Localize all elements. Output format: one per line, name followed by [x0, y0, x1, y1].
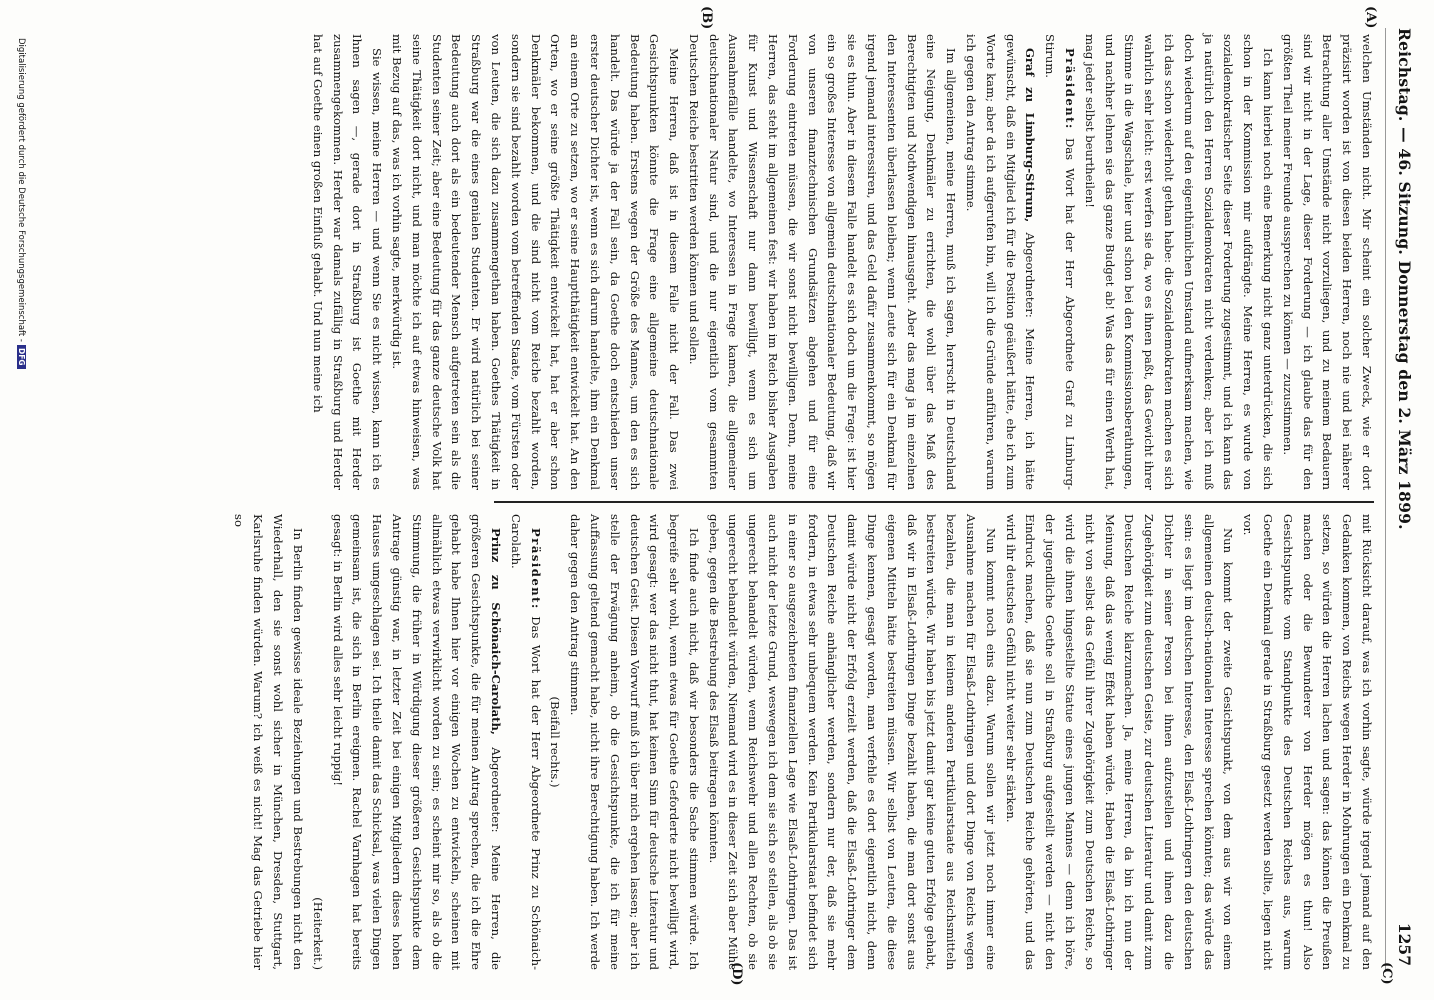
- applause-note: (Beifall rechts.): [548, 696, 563, 788]
- digitization-footer: [6, 38, 26, 960]
- left-paragraph-3: [1039, 34, 1079, 490]
- right-paragraph-2: Nun kommt der zweite Gesichtspunkt, von dem aus wir von einem allgemeinen deutsch-nationalen Interesse sprechen könnten; das würde das sein: es liegt im deutschen Interesse, den Elsaß-Lothringern den deutschen Dichter in seiner Person bei ihnen aufzustellen und ihnen dazu die Zugehörigkeit zum deutschen Geiste, zur deutschen Literatur und damit zum Deutschen Reiche klarzumachen. Ja, meine Herren, da bin ich nun der Meinung, daß das wenig Effekt haben würde. Haben die Elsaß-Lothringer nicht von selbst das Gefühl ihrer Zugehörigkeit zum Deutschen Reiche, so wird die ihnen hingestellte Statue eines jungen Mannes — denn ich höre, der jugendliche Goethe soll in Straßburg aufgestellt werden — nicht den Eindruck machen, daß sie nun zum Deutschen Reiche gehörten, und das wird ihr deutsches Gefühl nicht weiter sehr stärken.: [1003, 514, 1236, 970]
- margin-letter-a: (A): [1363, 6, 1378, 29]
- right-paragraph-4: Ich finde auch nicht, daß wir besonders die Sache stimmen würde. Ich begreife sehr wohl, wenn etwas für Goethe Geforderte nicht bewilligt wird, wird gesagt: wer das nicht thut, hat keinen Sinn für deutsche Literatur und deutschen Geist. Diesen Vorwurf muß ich über mich ergehen lassen; aber ich stelle der Erwägung anheim, ob die Gesichtspunkte, die ich für meine Auffassung geltend gemacht habe, nicht ihre Berechtigung haben. Ich werde daher gegen den Antrag stimmen.: [568, 514, 701, 970]
- president-label: Präsident:: [1063, 48, 1078, 130]
- left-paragraph-2: Ich kann hierbei noch eine Bemerkung nicht ganz unterdrücken, die sich schon in der Kommission mir aufdrängte. Meine Herren, es wurde von sozialdemokratischer Seite dieser Forderung zugestimmt, und ich kann das ja natürlich den Herren Sozialdemokraten nicht verdenken; aber ich muß doch wiederum auf den eigenthümlichen Umstand aufmerksam machen, wie ich das schon wiederholt gethan habe: die Sozialdemokraten machen es sich wahrlich sehr leicht: erst werfen sie da, wo es ihnen paßt, das Gewicht ihrer Stimme in die Wagschale, hier und schon bei den Kommissionsberathungen, und nachher lehnen sie das ganze Budget ab! Was das für einen Werth hat, mag jeder selbst beurtheilen!: [1082, 34, 1276, 490]
- left-paragraph-7: Sie wissen, meine Herren — und wenn Sie es nicht wissen, kann ich es Ihnen sagen —, gerade dort in Straßburg ist Goethe mit Herder zusammengekommen. Herder war damals zufällig in Straßburg und Herder hat auf Goethe einen großen Einfluß gehabt. Und nun meine ich: [310, 34, 385, 490]
- left-column: [310, 34, 1376, 491]
- speaker-name-2: Prinz zu Schönaich-Carolath,: [488, 528, 503, 735]
- margin-letter-b: (B): [699, 6, 714, 30]
- right-paragraph-7: In Berlin finden gewisse ideale Beziehungen und Bestrebungen nicht den Wiederhall, den sie sonst wohl sicher in München, Dresden, Stuttgart, Karlsruhe finden würden. Warum? ich weiß es nicht! Mag das Getriebe hier so: [231, 514, 305, 970]
- margin-letter-d: (D): [729, 962, 744, 986]
- president-label-2: Präsident:: [528, 528, 543, 610]
- page-number: 1257: [1395, 922, 1414, 966]
- dfg-logo: DFG: [17, 345, 26, 369]
- header-rule: [1385, 28, 1386, 972]
- right-paragraph-5: [505, 514, 545, 970]
- left-paragraph-5: Im allgemeinen, meine Herren, muß ich sagen, herrscht in Deutschland eine Neigung, Denkmäler zu errichten, die wohl über das Maß des Berechtigten und Nothwendigen hinausgeht. Aber das mag ja im einzelnen den Interessenten überlassen bleiben; wenn Leute sich für ein Denkmal für irgend jemand interessiren, und das Geld dafür zusammenkommt, so mögen sie es thun. Aber in diesem Falle handelt es sich doch um die Frage: ist hier ein so großes Interesse von allgemein deutschnationaler Bedeutung, daß wir von unseren finanztechnischen Grundsätzen abgehen und für eine Forderung eintreten müssen, die wir sonst nicht bewilligen. Denn, meine Herren, das steht im allgemeinen fest: wir haben im Reich bisher Ausgaben für Kunst und Wissenschaft nur dann bewilligt, wenn es sich um Ausnahmefälle handelte, wo Interessen in Frage kamen, die allgemeiner deutschnationaler Natur sind, und die nur eigentlich vom gesammten Deutschen Reiche bestritten werden können und sollen.: [686, 34, 959, 490]
- column-divider: [494, 501, 1374, 503]
- footer-text: Digitalisierung gefördert durch die Deutsche Forschungsgemeinschaft -: [16, 38, 26, 342]
- right-column: [231, 514, 1376, 971]
- left-paragraph-6: Meine Herren, daß ist in diesem Falle nicht der Fall. Das zwei Gesichtspunkten könnte die Frage eine allgemeine deutschnationale Bedeutung haben. Erstens wegen der Größe des Mannes, um den es sich handelt. Das würde ja der Fall sein, da Goethe doch entschieden unser erster deutscher Dichter ist, wenn es sich darum handelte, ihm ein Denkmal an einem Orte zu setzen, wo er seine Hauptthätigkeit entwickelt hat. An den Orten, wo er seine größte Thätigkeit entwickelt hat, hat er aber schon Denkmäler bekommen, und die sind nicht vom Reiche bezahlt worden, sondern sie sind bezahlt worden vom betreffenden Staate, vom Fürsten oder von Leuten, die sich dazu zusammengethan haben. Goethes Thätigkeit in Straßburg war die eines genialen Studenten. Er wird natürlich bei seiner Bedeutung auch dort als ein bedeutender Mensch aufgetreten sein als die Studenten seiner Zeit; aber eine Bedeutung für das ganze deutsche Volk hat seine Thätigkeit dort nicht, und man möchte ich auf etwas hinweisen, was mit Bezug auf das, was ich vorhin sagte, merkwürdig ist.: [389, 34, 682, 490]
- left-paragraph-1: welchen Umständen nicht. Mir scheint ein solcher Zweck, wie er dort präzisirt worden ist von diesen beiden Herren, noch nie und bei näherer Betrachtung aller Umstände nicht vorzuliegen, und zu meinem Bedauern sind wir nicht in der Lage, dieser Forderung — ich glaube das für den größten Theil meiner Freunde aussprechen zu können — zuzustimmen.: [1280, 34, 1374, 490]
- left-paragraph-3-text: Das Wort hat der Herr Abgeordnete Graf zu Limburg-Stirum.: [1043, 34, 1078, 491]
- right-paragraph-6: [327, 514, 505, 970]
- page-header: [1378, 28, 1414, 972]
- left-paragraph-4-text: Abgeordneter: Meine Herren, ich hätte gewünscht, daß ein Mitglied ich für die Position geäußert hätte, ehe ich zum Worte kam; aber da ich aufgerufen bin, will ich die Gründe anführen, warum ich gegen den Antrag stimme.: [964, 34, 1038, 491]
- header-title: Reichstag. — 46. Sitzung. Donnerstag den 2. März 1899.: [1395, 28, 1414, 530]
- margin-letter-c: (C): [1379, 962, 1394, 985]
- speaker-name: Graf zu Limburg-Stirum,: [1023, 48, 1038, 223]
- right-paragraph-3: Nun kommt noch eins dazu. Warum sollen wir jetzt noch immer eine Ausnahme machen für Elsaß-Lothringen und dort Dinge von Reichs wegen bezahlen, die man in keinem anderen Partikularstaate aus Reichsmitteln bestreiten würde. Wir haben bis jetzt damit gar keine guten Erfolge gehabt, daß wir in Elsaß-Lothringen Dinge bezahlt haben, die man dort sonst aus eigenen Mitteln hätte bestreiten müssen. Wir selbst von Leuten, die diese Dinge kennen, gesagt worden, man verfehle es dort eigentlich nicht, denn damit würde nicht der Erfolg erzielt werden, daß die Elsaß-Lothringer dem Deutschen Reiche anhänglicher werden, sondern nur der, daß sie mehr fordern, in etwas sehr unbequem werden. Kein Partikularstaat befindet sich in einer so ausgezeichneten finanziellen Lage wie Elsaß-Lothringen. Das ist auch nicht der letzte Grund, weswegen ich dem sie sich so stellen, als ob sie ungerecht behandelt würden, wenn Reichswehr und allen Rechten, ob sie ungerecht behandelt würden, Niemand wird es in dieser Zeit sich aber Mühe geben, gegen die Bestrebung des Elsaß beitragen könnten.: [706, 514, 998, 970]
- right-paragraph-6-text: Abgeordneter: Meine Herren, die größeren Gesichtspunkte, die für meinen Antrag sprechen, die ich die Ehre gehabt habe Ihnen hier vor einigen Wochen zu entwickeln, scheinen mit allmählich etwas verwirklicht worden zu sein; es scheint mir so, als ob die Stimmung, die früher in Würdigung dieser größeren Gesichtspunkte dem Antrage günstig war, in letzter Zeit bei einigen Mitgliedern dieses hohen Hauses umgeschlagen sei. Ich theile damit das Schicksal, was vielen Dingen gemeinsam ist, die sich in Berlin ereignen. Rachel Varnhagen hat bereits gesagt: in Berlin wird alles sehr leicht ruppig!: [330, 514, 503, 971]
- left-paragraph-4: [960, 34, 1039, 490]
- right-paragraph-5-text: Das Wort hat der Herr Abgeordnete Prinz zu Schönaich-Carolath.: [508, 514, 543, 970]
- laughter-note: (Heiterkeit.): [310, 897, 325, 970]
- right-paragraph-1: mit Rücksicht darauf, was ich vorhin sagte, würde irgend jemand auf den Gedanken kommen, von Reichs wegen Herder in Mohrungen ein Denkmal zu setzen, so würden die Herren lachen und sagen: das können die Preußen machen oder die Bewunderer von Herder mögen es thun! Also Gesichtspunkte vom Standpunkte des Deutschen Reiches aus, warum Goethe ein Denkmal gerade in Straßburg gesetzt werden sollte, liegen nicht vor.: [1241, 514, 1374, 970]
